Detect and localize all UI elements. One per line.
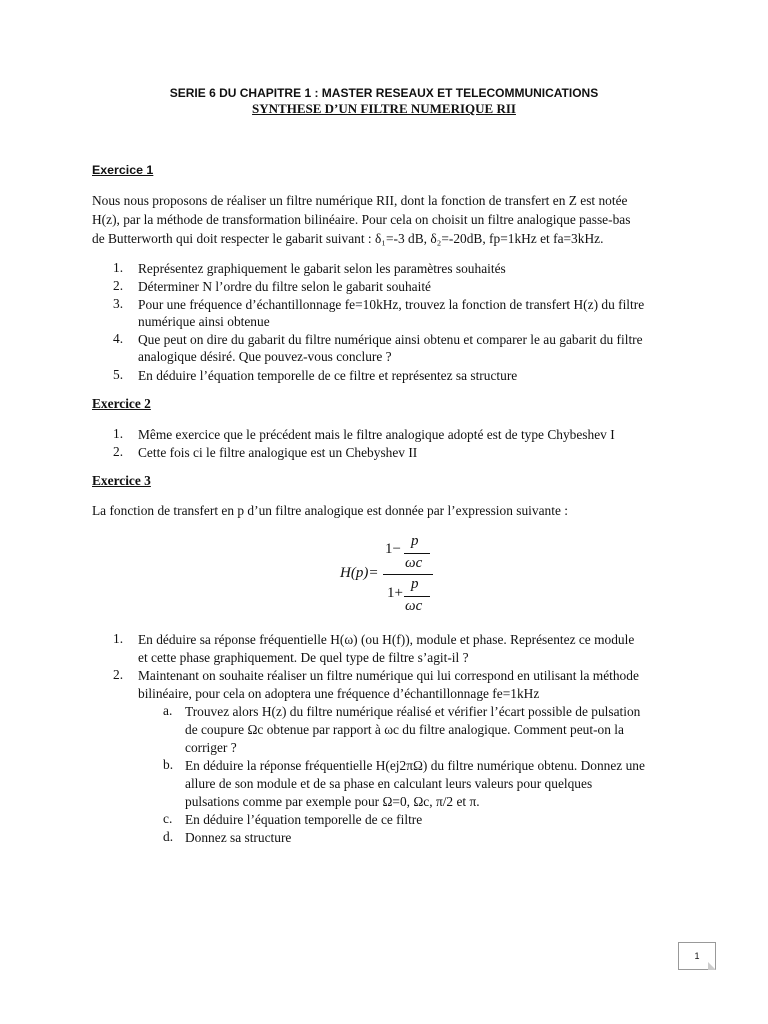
- ex3-subitem-letter: d.: [163, 829, 174, 844]
- ex3-subitem-text: Trouvez alors H(z) du filtre numérique réalisé et vérifier l’écart possible de pulsation: [185, 704, 641, 719]
- ex1-item-number: 5.: [113, 367, 124, 382]
- ex1-item-text: Que peut on dire du gabarit du filtre numérique ainsi obtenu et comparer le au gabarit du filtre: [138, 332, 643, 347]
- ex1-item-text: numérique ainsi obtenue: [138, 314, 270, 329]
- formula-lhs: H(p)=: [340, 565, 379, 581]
- exercise-1-title: Exercice 1: [92, 163, 154, 177]
- ex3-subitem-text: Donnez sa structure: [185, 830, 292, 845]
- ex3-subitem-letter: b.: [163, 757, 174, 772]
- ex1-item-text: analogique désiré. Que pouvez-vous conclure ?: [138, 349, 392, 364]
- ex3-subitem-text: pulsations comme par exemple pour Ω=0, Ωc, π/2 et π.: [185, 794, 480, 809]
- ex3-subitem-text: corriger ?: [185, 740, 237, 755]
- ex3-subitem-text: En déduire la réponse fréquentielle H(ej2πΩ) du filtre numérique obtenu. Donnez une: [185, 758, 645, 773]
- ex2-item-number: 1.: [113, 426, 124, 441]
- ex2-item-number: 2.: [113, 444, 124, 459]
- ex1-item-text: En déduire l’équation temporelle de ce filtre et représentez sa structure: [138, 368, 518, 383]
- ex2-item-text: Cette fois ci le filtre analogique est un Chebyshev II: [138, 445, 418, 460]
- ex3-item-text: et cette phase graphiquement. De quel type de filtre s’agit-il ?: [138, 650, 469, 665]
- ex1-intro-line-1: Nous nous proposons de réaliser un filtre numérique RII, dont la fonction de transfert en Z est notée: [92, 193, 628, 208]
- formula-omega-c: ωc: [405, 555, 423, 571]
- ex3-intro: La fonction de transfert en p d’un filtre analogique est donnée par l’expression suivante :: [92, 503, 568, 518]
- ex1-item-text: Représentez graphiquement le gabarit selon les paramètres souhaités: [138, 261, 506, 276]
- page-curl-icon: [708, 962, 716, 970]
- ex3-item-text: En déduire sa réponse fréquentielle H(ω) (ou H(f)), module et phase. Représentez ce module: [138, 632, 635, 647]
- ex3-item-number: 1.: [113, 631, 124, 646]
- ex3-item-text: Maintenant on souhaite réaliser un filtre numérique qui lui correspond en utilisant la méthode: [138, 668, 639, 683]
- formula-p: p: [411, 533, 419, 549]
- formula-main-bar: [383, 574, 433, 575]
- ex1-item-text: Pour une fréquence d’échantillonnage fe=10kHz, trouvez la fonction de transfert H(z) du filtre: [138, 297, 645, 312]
- formula-inner-bar: [404, 596, 430, 597]
- ex1-item-number: 3.: [113, 296, 124, 311]
- ex1-item-number: 2.: [113, 278, 124, 293]
- ex3-subitem-letter: c.: [163, 811, 173, 826]
- ex1-item-number: 4.: [113, 331, 124, 346]
- series-title: SERIE 6 DU CHAPITRE 1 : MASTER RESEAUX ET TELECOMMUNICATIONS: [169, 86, 599, 100]
- formula-numerator-const: 1−: [385, 541, 401, 557]
- ex1-item-text: Déterminer N l’ordre du filtre selon le gabarit souhaité: [138, 279, 431, 294]
- page-number-box: [678, 942, 716, 970]
- ex1-intro-line-3: de Butterworth qui doit respecter le gabarit suivant : δ₁=-3 dB, δ₂=-20dB, fp=1kHz et fa=3kHz.: [92, 231, 604, 246]
- ex3-subitem-text: En déduire l’équation temporelle de ce filtre: [185, 812, 423, 827]
- ex1-item-number: 1.: [113, 260, 124, 275]
- formula-p: p: [411, 576, 419, 592]
- ex3-item-text: bilinéaire, pour cela on adoptera une fréquence d’échantillonnage fe=1kHz: [138, 686, 540, 701]
- formula-inner-bar: [404, 553, 430, 554]
- ex3-subitem-letter: a.: [163, 703, 173, 718]
- exercise-3-title: Exercice 3: [92, 473, 151, 488]
- ex3-item-number: 2.: [113, 667, 124, 682]
- formula-omega-c: ωc: [405, 598, 423, 614]
- page-number: 1: [694, 951, 700, 961]
- ex2-item-text: Même exercice que le précédent mais le filtre analogique adopté est de type Chybeshev I: [138, 427, 615, 442]
- exercise-2-title: Exercice 2: [92, 396, 151, 411]
- ex3-subitem-text: allure de son module et de sa phase en calculant leurs valeurs pour quelques: [185, 776, 593, 791]
- document-title: SYNTHESE D’UN FILTRE NUMERIQUE RII: [252, 101, 516, 116]
- formula-denominator-const: 1+: [387, 585, 403, 601]
- ex3-subitem-text: de coupure Ωc obtenue par rapport à ωc du filtre analogique. Comment peut-on la: [185, 722, 624, 737]
- ex1-intro-line-2: H(z), par la méthode de transformation bilinéaire. Pour cela on choisit un filtre analogique passe-bas: [92, 212, 631, 227]
